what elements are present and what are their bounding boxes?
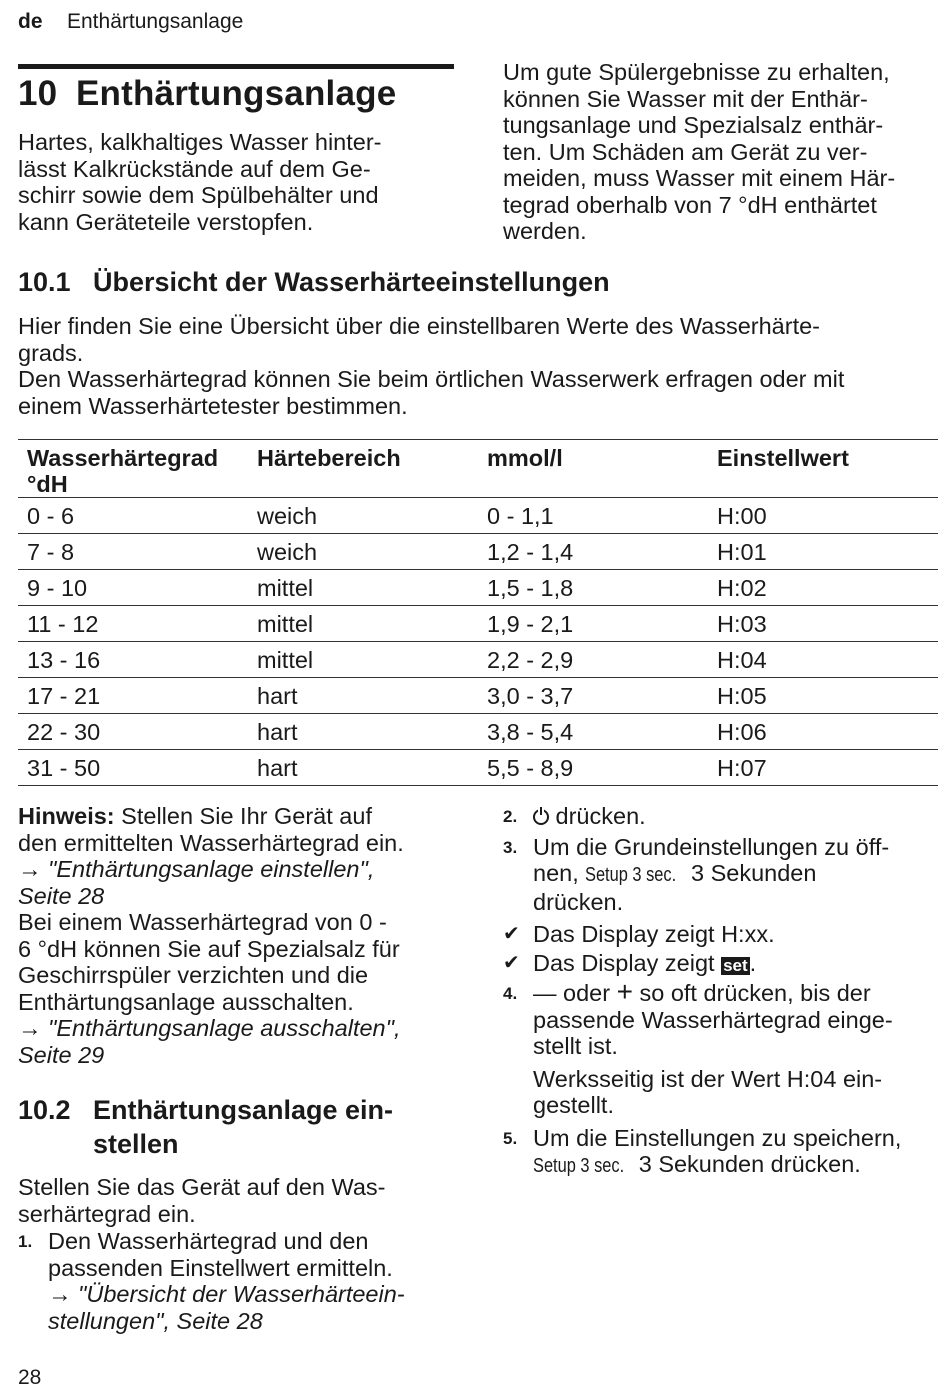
- water-hardness-table: [18, 439, 938, 786]
- text-line: ten. Um Schäden am Gerät zu ver-: [503, 138, 868, 165]
- step-number: 1.: [18, 1232, 33, 1251]
- text-fragment: so oft drücken, bis der: [632, 980, 871, 1006]
- chapter-name: Enthärtungsanlage: [76, 74, 397, 113]
- cell-mmol: 3,0 - 3,7: [478, 678, 708, 714]
- text-line: gestellt.: [533, 1092, 614, 1118]
- text-line: Um die Grundeinstellungen zu öff-: [533, 833, 890, 860]
- page-number: 28: [18, 1366, 42, 1389]
- note-label: Hinweis:: [18, 803, 115, 829]
- link-page[interactable]: Seite 29: [18, 1041, 105, 1068]
- power-icon: [533, 809, 549, 825]
- result-text: Das Display zeigt: [533, 949, 722, 976]
- link-text[interactable]: → "Enthärtungsanlage ausschalten",: [18, 1015, 401, 1041]
- intro-right: [503, 59, 943, 245]
- header-title: Enthärtungsanlage: [67, 10, 244, 33]
- checkmark-icon: ✔: [503, 923, 520, 945]
- header-hardness-range: Härtebereich: [248, 440, 478, 498]
- setup-button-label: Setup 3 sec.: [585, 864, 677, 886]
- steps-list: [503, 803, 943, 1180]
- cell-hardness-range: mittel: [248, 606, 478, 642]
- table-row: [18, 498, 938, 534]
- text-line: kann Geräteteile verstopfen.: [18, 208, 314, 235]
- cell-hardness-degree: 11 - 12: [18, 606, 248, 642]
- header-language: de: [18, 10, 43, 33]
- cell-hardness-degree: 17 - 21: [18, 678, 248, 714]
- cell-mmol: 0 - 1,1: [478, 498, 708, 534]
- table-row: [18, 678, 938, 714]
- text-line: Den Wasserhärtegrad und den: [48, 1228, 369, 1254]
- text-line: Um gute Spülergebnisse zu erhalten,: [503, 59, 890, 85]
- header-setting: Einstellwert: [708, 440, 938, 498]
- cell-mmol: 5,5 - 8,9: [478, 750, 708, 786]
- table-row: [18, 606, 938, 642]
- cell-setting: H:01: [708, 534, 938, 570]
- header-mmol: mmol/l: [478, 440, 708, 498]
- text-line: schirr sowie dem Spülbehälter und: [18, 182, 379, 208]
- section-2-title: Enthärtungsanlage ein-: [93, 1095, 394, 1125]
- section-2-description: [18, 1174, 438, 1227]
- checkmark-icon: ✔: [503, 951, 520, 974]
- text-line: tungsanlage und Spezialsalz enthär-: [503, 112, 884, 138]
- minus-icon: —: [533, 980, 557, 1006]
- result-1: [503, 921, 943, 948]
- text-line: können Sie Wasser mit der Enthär-: [503, 85, 868, 112]
- text-fragment: 3 Sekunden: [684, 860, 817, 886]
- text-line: Den Wasserhärtegrad können Sie beim örtlichen Wasserwerk erfragen oder mit: [18, 366, 845, 392]
- cell-hardness-range: weich: [248, 534, 478, 570]
- cell-setting: H:07: [708, 750, 938, 786]
- text-line: meiden, muss Wasser mit einem Här-: [503, 165, 896, 191]
- section-2-heading: [18, 1093, 393, 1161]
- setup-button-label: Setup 3 sec.: [533, 1155, 625, 1177]
- text-line: Geschirrspüler verzichten und die: [18, 962, 369, 988]
- step-text: drücken.: [549, 803, 646, 829]
- table-row: [18, 750, 938, 786]
- set-display-symbol: set: [723, 955, 748, 975]
- step-4: [503, 976, 943, 1119]
- cell-mmol: 3,8 - 5,4: [478, 714, 708, 750]
- step-number: 5.: [503, 1128, 518, 1148]
- cell-hardness-degree: 9 - 10: [18, 570, 248, 606]
- section-2-number: 10.2: [18, 1095, 71, 1125]
- text-line: einem Wasserhärtetester bestimmen.: [18, 392, 408, 419]
- cell-setting: H:06: [708, 714, 938, 750]
- text-line: tegrad oberhalb von 7 °dH enthärtet: [503, 191, 877, 218]
- cell-hardness-range: mittel: [248, 642, 478, 678]
- text-line: Bei einem Wasserhärtegrad von 0 -: [18, 909, 387, 935]
- text-line: Um die Einstellungen zu speichern,: [533, 1124, 902, 1151]
- step-5: [503, 1125, 943, 1180]
- text-line: Hier finden Sie eine Übersicht über die einstellbaren Werte des Wasserhärte-: [18, 313, 821, 339]
- cell-hardness-degree: 31 - 50: [18, 750, 248, 786]
- cell-mmol: 1,5 - 1,8: [478, 570, 708, 606]
- table-row: [18, 534, 938, 570]
- text-line: Hartes, kalkhaltiges Wasser hinter-: [18, 129, 382, 155]
- header-text: Wasserhärtegrad: [27, 445, 219, 471]
- text-line: serhärtegrad ein.: [18, 1200, 196, 1227]
- result-text: Das Display zeigt H:xx.: [533, 921, 775, 947]
- step-number: 3.: [503, 837, 518, 857]
- text-line: lässt Kalkrückstände auf dem Ge-: [18, 155, 371, 182]
- cell-hardness-degree: 13 - 16: [18, 642, 248, 678]
- cell-setting: H:00: [708, 498, 938, 534]
- text-line: stellt ist.: [533, 1033, 618, 1059]
- cell-mmol: 2,2 - 2,9: [478, 642, 708, 678]
- text-line: Stellen Sie Ihr Gerät auf: [114, 803, 372, 829]
- text-line: passende Wasserhärtegrad einge-: [533, 1006, 893, 1033]
- text-line: werden.: [503, 218, 587, 244]
- chapter-title: [18, 74, 396, 114]
- table-row: [18, 714, 938, 750]
- result-2: [503, 950, 943, 977]
- cell-setting: H:02: [708, 570, 938, 606]
- table-header-row: [18, 440, 938, 498]
- section-1-number: 10.1: [18, 267, 71, 297]
- cell-setting: H:04: [708, 642, 938, 678]
- link-text[interactable]: → "Übersicht der Wasserhärteein-: [48, 1281, 405, 1307]
- header-hardness-degree: [18, 440, 248, 498]
- text-fragment: .: [749, 949, 757, 976]
- cell-mmol: 1,2 - 1,4: [478, 534, 708, 570]
- cell-hardness-range: hart: [248, 714, 478, 750]
- step-2: [503, 803, 943, 830]
- cell-hardness-degree: 0 - 6: [18, 498, 248, 534]
- text-line: passenden Einstellwert ermitteln.: [48, 1254, 393, 1281]
- table-body: [18, 498, 938, 786]
- text-line: Enthärtungsanlage ausschalten.: [18, 988, 354, 1015]
- text-fragment: 3 Sekunden drücken.: [632, 1151, 861, 1177]
- cell-hardness-degree: 7 - 8: [18, 534, 248, 570]
- intro-left: [18, 129, 438, 235]
- cell-setting: H:03: [708, 606, 938, 642]
- section-1-title: Übersicht der Wasserhärteeinstellungen: [93, 267, 610, 297]
- text-line: den ermittelten Wasserhärtegrad ein.: [18, 829, 404, 856]
- link-page[interactable]: Seite 28: [18, 882, 105, 909]
- text-line: drücken.: [533, 888, 624, 915]
- cross-reference-link[interactable]: [18, 856, 458, 909]
- plus-icon: +: [616, 976, 633, 1007]
- step-number: 4.: [503, 984, 518, 1003]
- text-line: grads.: [18, 339, 84, 366]
- cell-hardness-range: hart: [248, 750, 478, 786]
- text-line: Werksseitig ist der Wert H:04 ein-: [533, 1065, 883, 1092]
- step-3: [503, 834, 943, 916]
- header-unit: °dH: [27, 471, 68, 497]
- cell-hardness-degree: 22 - 30: [18, 714, 248, 750]
- cell-mmol: 1,9 - 2,1: [478, 606, 708, 642]
- table-row: [18, 570, 938, 606]
- cross-reference-link[interactable]: [18, 1015, 458, 1068]
- step-1: [18, 1228, 478, 1334]
- text-fragment: nen,: [533, 860, 586, 886]
- cell-setting: H:05: [708, 678, 938, 714]
- table-row: [18, 642, 938, 678]
- link-page[interactable]: stellungen", Seite 28: [48, 1307, 263, 1334]
- chapter-rule: [18, 64, 454, 69]
- cell-hardness-range: weich: [248, 498, 478, 534]
- cross-reference-link[interactable]: [48, 1281, 478, 1334]
- cell-hardness-range: hart: [248, 678, 478, 714]
- section-2-title-cont: stellen: [93, 1129, 179, 1159]
- cell-hardness-range: mittel: [248, 570, 478, 606]
- section-1-heading: [18, 265, 610, 299]
- text-fragment: oder: [556, 980, 617, 1006]
- step-number: 2.: [503, 807, 518, 826]
- link-text[interactable]: → "Enthärtungsanlage einstellen",: [18, 856, 375, 882]
- chapter-number: 10: [18, 74, 58, 113]
- text-line: Stellen Sie das Gerät auf den Was-: [18, 1174, 386, 1200]
- note-block: [18, 803, 458, 1068]
- section-1-description: [18, 313, 948, 419]
- text-line: 6 °dH können Sie auf Spezialsalz für: [18, 935, 400, 962]
